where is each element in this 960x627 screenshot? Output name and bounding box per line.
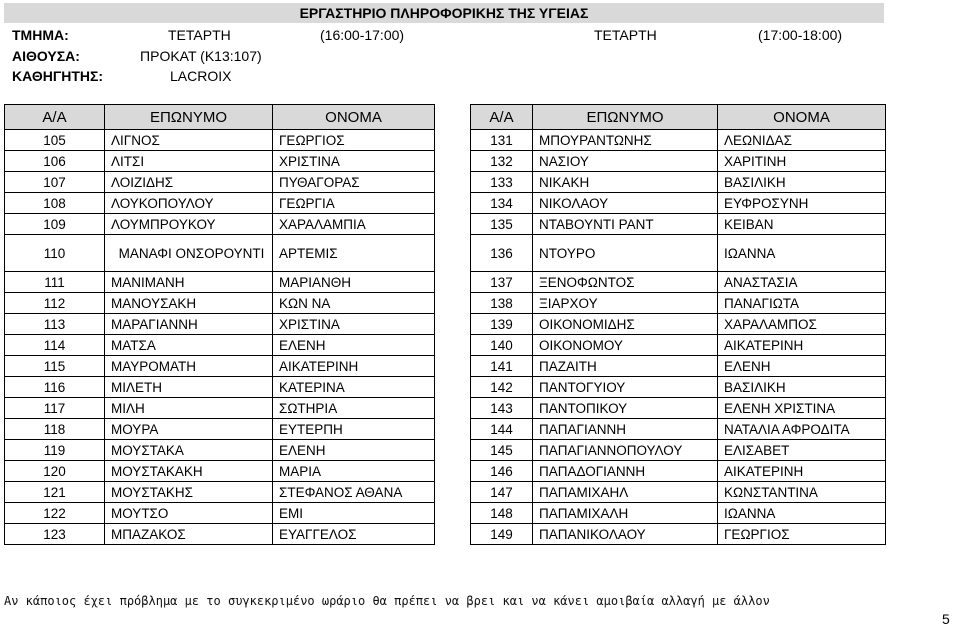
cell-name: ΑΙΚΑΤΕΡΙΝΗ bbox=[273, 356, 435, 377]
cell-name: ΓΕΩΡΓΙΑ bbox=[273, 193, 435, 214]
page-number: 5 bbox=[942, 611, 950, 627]
cell-surname: ΜΙΛΕΤΗ bbox=[105, 377, 273, 398]
table-row bbox=[5, 356, 435, 377]
cell-aa: 120 bbox=[5, 461, 105, 482]
cell-name: ΚΩΝ ΝΑ bbox=[273, 293, 435, 314]
cell-aa: 147 bbox=[471, 482, 533, 503]
cell-surname: ΜΠΑΖΑΚΟΣ bbox=[105, 524, 273, 545]
cell-surname: ΠΑΝΤΟΠΙΚΟΥ bbox=[533, 398, 718, 419]
cell-surname: ΠΑΠΑΓΙΑΝΝΗ bbox=[533, 419, 718, 440]
cell-name: ΧΡΙΣΤΙΝΑ bbox=[273, 151, 435, 172]
day-right: ΤΕΤΑΡΤΗ bbox=[594, 27, 657, 43]
cell-name: ΕΜΙ bbox=[273, 503, 435, 524]
cell-name: ΧΡΙΣΤΙΝΑ bbox=[273, 314, 435, 335]
cell-name: ΑΡΤΕΜΙΣ bbox=[273, 235, 435, 272]
cell-surname: ΜΟΥΡΑ bbox=[105, 419, 273, 440]
table-row bbox=[471, 524, 886, 545]
cell-surname: ΠΑΠΑΜΙΧΑΛΗ bbox=[533, 503, 718, 524]
teacher-label: ΚΑΘΗΓΗΤΗΣ: bbox=[12, 68, 104, 84]
cell-name: ΕΥΦΡΟΣΥΝΗ bbox=[718, 193, 886, 214]
col-header-name: ΟΝΟΜΑ bbox=[273, 105, 435, 130]
cell-surname: ΜΑΥΡΟΜΑΤΗ bbox=[105, 356, 273, 377]
col-header-aa: Α/Α bbox=[471, 105, 533, 130]
cell-aa: 108 bbox=[5, 193, 105, 214]
cell-name: ΓΕΩΡΓΙΟΣ bbox=[273, 130, 435, 151]
right-roster-table bbox=[470, 104, 886, 545]
cell-surname: ΝΤΟΥΡΟ bbox=[533, 235, 718, 272]
cell-name: ΒΑΣΙΛΙΚΗ bbox=[718, 377, 886, 398]
table-row bbox=[471, 235, 886, 272]
cell-surname: ΛΟΥΜΠΡΟΥΚΟΥ bbox=[105, 214, 273, 235]
table-row bbox=[5, 377, 435, 398]
table-row bbox=[5, 482, 435, 503]
cell-surname: ΟΙΚΟΝΟΜΟΥ bbox=[533, 335, 718, 356]
cell-name: ΚΕΙΒΑΝ bbox=[718, 214, 886, 235]
cell-surname: ΠΑΠΑΝΙΚΟΛΑΟΥ bbox=[533, 524, 718, 545]
cell-aa: 132 bbox=[471, 151, 533, 172]
cell-surname: ΛΟΙΖΙΔΗΣ bbox=[105, 172, 273, 193]
cell-aa: 119 bbox=[5, 440, 105, 461]
table-row bbox=[5, 235, 435, 272]
table-row bbox=[471, 503, 886, 524]
cell-name: ΕΛΕΝΗ ΧΡΙΣΤΙΝΑ bbox=[718, 398, 886, 419]
table-row bbox=[471, 335, 886, 356]
cell-surname: ΜΟΥΣΤΑΚΑΚΗ bbox=[105, 461, 273, 482]
table-row bbox=[471, 214, 886, 235]
cell-surname: ΛΙΓΝΟΣ bbox=[105, 130, 273, 151]
table-row bbox=[471, 440, 886, 461]
cell-surname: ΜΑΝΙΜΑΝΗ bbox=[105, 272, 273, 293]
cell-name: ΜΑΡΙΑ bbox=[273, 461, 435, 482]
cell-aa: 140 bbox=[471, 335, 533, 356]
footer-note: Αν κάποιος έχει πρόβλημα με το συγκεκριμένο ωράριο θα πρέπει να βρει και να κάνει αμοιβαία αλλαγή με άλλον bbox=[4, 594, 770, 608]
cell-surname: ΠΑΠΑΓΙΑΝΝΟΠΟΥΛΟΥ bbox=[533, 440, 718, 461]
cell-aa: 115 bbox=[5, 356, 105, 377]
time-left: (16:00-17:00) bbox=[320, 27, 405, 43]
cell-name: ΠΥΘΑΓΟΡΑΣ bbox=[273, 172, 435, 193]
cell-name: ΒΑΣΙΛΙΚΗ bbox=[718, 172, 886, 193]
cell-aa: 148 bbox=[471, 503, 533, 524]
table-row bbox=[471, 398, 886, 419]
table-row bbox=[5, 272, 435, 293]
cell-aa: 134 bbox=[471, 193, 533, 214]
cell-name: ΧΑΡΑΛΑΜΠΟΣ bbox=[718, 314, 886, 335]
cell-name: ΕΥΤΕΡΠΗ bbox=[273, 419, 435, 440]
cell-aa: 110 bbox=[5, 235, 105, 272]
cell-aa: 141 bbox=[471, 356, 533, 377]
cell-aa: 118 bbox=[5, 419, 105, 440]
cell-surname: ΜΙΛΗ bbox=[105, 398, 273, 419]
cell-aa: 113 bbox=[5, 314, 105, 335]
cell-aa: 123 bbox=[5, 524, 105, 545]
table-row bbox=[5, 503, 435, 524]
table-row bbox=[471, 193, 886, 214]
cell-surname: ΜΑΝΟΥΣΑΚΗ bbox=[105, 293, 273, 314]
table-row bbox=[471, 461, 886, 482]
cell-surname: ΝΤΑΒΟΥΝΤΙ ΡΑΝΤ bbox=[533, 214, 718, 235]
table-row bbox=[5, 193, 435, 214]
table-row bbox=[5, 335, 435, 356]
cell-aa: 145 bbox=[471, 440, 533, 461]
cell-surname: ΛΟΥΚΟΠΟΥΛΟΥ bbox=[105, 193, 273, 214]
cell-aa: 121 bbox=[5, 482, 105, 503]
cell-name: ΝΑΤΑΛΙΑ ΑΦΡΟΔΙΤΑ bbox=[718, 419, 886, 440]
table-row bbox=[471, 172, 886, 193]
table-row bbox=[5, 419, 435, 440]
cell-aa: 136 bbox=[471, 235, 533, 272]
cell-aa: 105 bbox=[5, 130, 105, 151]
table-row bbox=[5, 214, 435, 235]
room-label: ΑΙΘΟΥΣΑ: bbox=[12, 48, 80, 64]
cell-surname: ΜΑΤΣΑ bbox=[105, 335, 273, 356]
cell-aa: 111 bbox=[5, 272, 105, 293]
cell-aa: 146 bbox=[471, 461, 533, 482]
table-row bbox=[5, 461, 435, 482]
cell-name: ΕΥΑΓΓΕΛΟΣ bbox=[273, 524, 435, 545]
cell-aa: 112 bbox=[5, 293, 105, 314]
cell-surname: ΝΙΚΑΚΗ bbox=[533, 172, 718, 193]
cell-name: ΚΑΤΕΡΙΝΑ bbox=[273, 377, 435, 398]
table-row bbox=[471, 377, 886, 398]
teacher-value: LACROIX bbox=[170, 68, 232, 84]
cell-surname: ΜΑΡΑΓΙΑΝΝΗ bbox=[105, 314, 273, 335]
cell-surname: ΟΙΚΟΝΟΜΙΔΗΣ bbox=[533, 314, 718, 335]
table-row bbox=[5, 440, 435, 461]
cell-name: ΠΑΝΑΓΙΩΤΑ bbox=[718, 293, 886, 314]
cell-aa: 107 bbox=[5, 172, 105, 193]
cell-surname: ΜΠΟΥΡΑΝΤΩΝΗΣ bbox=[533, 130, 718, 151]
cell-aa: 116 bbox=[5, 377, 105, 398]
cell-name: ΙΩΑΝΝΑ bbox=[718, 503, 886, 524]
col-header-name: ΟΝΟΜΑ bbox=[718, 105, 886, 130]
cell-aa: 133 bbox=[471, 172, 533, 193]
table-row bbox=[471, 272, 886, 293]
cell-aa: 106 bbox=[5, 151, 105, 172]
cell-aa: 137 bbox=[471, 272, 533, 293]
cell-surname: ΠΑΠΑΔΟΓΙΑΝΝΗ bbox=[533, 461, 718, 482]
cell-aa: 144 bbox=[471, 419, 533, 440]
cell-surname: ΝΙΚΟΛΑΟΥ bbox=[533, 193, 718, 214]
day-left: ΤΕΤΑΡΤΗ bbox=[168, 27, 231, 43]
table-row bbox=[471, 314, 886, 335]
cell-surname: ΞΙΑΡΧΟΥ bbox=[533, 293, 718, 314]
table-row bbox=[471, 293, 886, 314]
cell-aa: 114 bbox=[5, 335, 105, 356]
cell-surname: ΞΕΝΟΦΩΝΤΟΣ bbox=[533, 272, 718, 293]
cell-name: ΓΕΩΡΓΙΟΣ bbox=[718, 524, 886, 545]
cell-aa: 135 bbox=[471, 214, 533, 235]
cell-name: ΣΩΤΗΡΙΑ bbox=[273, 398, 435, 419]
table-row bbox=[5, 398, 435, 419]
cell-aa: 109 bbox=[5, 214, 105, 235]
cell-surname: ΜΑΝΑΦΙ ΟΝΣΟΡΟΥΝΤΙ bbox=[105, 235, 273, 272]
cell-name: ΜΑΡΙΑΝΘΗ bbox=[273, 272, 435, 293]
left-roster-table bbox=[4, 104, 435, 545]
cell-surname: ΠΑΠΑΜΙΧΑΗΛ bbox=[533, 482, 718, 503]
cell-name: ΕΛΕΝΗ bbox=[273, 440, 435, 461]
cell-name: ΧΑΡΙΤΙΝΗ bbox=[718, 151, 886, 172]
cell-name: ΕΛΕΝΗ bbox=[718, 356, 886, 377]
table-row bbox=[5, 524, 435, 545]
cell-surname: ΛΙΤΣΙ bbox=[105, 151, 273, 172]
cell-name: ΧΑΡΑΛΑΜΠΙΑ bbox=[273, 214, 435, 235]
table-row bbox=[5, 293, 435, 314]
cell-aa: 138 bbox=[471, 293, 533, 314]
cell-name: ΑΙΚΑΤΕΡΙΝΗ bbox=[718, 335, 886, 356]
table-row bbox=[471, 419, 886, 440]
col-header-surname: ΕΠΩΝΥΜΟ bbox=[105, 105, 273, 130]
cell-name: ΕΛΕΝΗ bbox=[273, 335, 435, 356]
page-title: ΕΡΓΑΣΤΗΡΙΟ ΠΛΗΡΟΦΟΡΙΚΗΣ ΤΗΣ ΥΓΕΙΑΣ bbox=[4, 3, 884, 23]
cell-aa: 142 bbox=[471, 377, 533, 398]
cell-surname: ΠΑΝΤΟΓΥΙΟΥ bbox=[533, 377, 718, 398]
cell-aa: 122 bbox=[5, 503, 105, 524]
table-row bbox=[5, 130, 435, 151]
cell-name: ΕΛΙΣΑΒΕΤ bbox=[718, 440, 886, 461]
cell-surname: ΜΟΥΤΣΟ bbox=[105, 503, 273, 524]
table-row bbox=[471, 356, 886, 377]
room-value: ΠΡΟΚΑΤ (Κ13:107) bbox=[140, 48, 262, 64]
cell-name: ΣΤΕΦΑΝΟΣ ΑΘΑΝΑ bbox=[273, 482, 435, 503]
cell-name: ΛΕΩΝΙΔΑΣ bbox=[718, 130, 886, 151]
cell-name: ΚΩΝΣΤΑΝΤΙΝΑ bbox=[718, 482, 886, 503]
section-label: ΤΜΗΜΑ: bbox=[12, 27, 69, 43]
cell-aa: 139 bbox=[471, 314, 533, 335]
table-row bbox=[471, 130, 886, 151]
table-row bbox=[5, 172, 435, 193]
table-row bbox=[5, 151, 435, 172]
table-row bbox=[5, 314, 435, 335]
cell-aa: 117 bbox=[5, 398, 105, 419]
cell-surname: ΝΑΣΙΟΥ bbox=[533, 151, 718, 172]
cell-name: ΑΝΑΣΤΑΣΙΑ bbox=[718, 272, 886, 293]
cell-aa: 131 bbox=[471, 130, 533, 151]
time-right: (17:00-18:00) bbox=[758, 27, 843, 43]
col-header-aa: Α/Α bbox=[5, 105, 105, 130]
cell-surname: ΜΟΥΣΤΑΚΗΣ bbox=[105, 482, 273, 503]
cell-name: ΑΙΚΑΤΕΡΙΝΗ bbox=[718, 461, 886, 482]
cell-name: ΙΩΑΝΝΑ bbox=[718, 235, 886, 272]
cell-surname: ΜΟΥΣΤΑΚΑ bbox=[105, 440, 273, 461]
cell-aa: 149 bbox=[471, 524, 533, 545]
table-row bbox=[471, 482, 886, 503]
table-row bbox=[471, 151, 886, 172]
col-header-surname: ΕΠΩΝΥΜΟ bbox=[533, 105, 718, 130]
cell-surname: ΠΑΖΑΙΤΗ bbox=[533, 356, 718, 377]
cell-aa: 143 bbox=[471, 398, 533, 419]
